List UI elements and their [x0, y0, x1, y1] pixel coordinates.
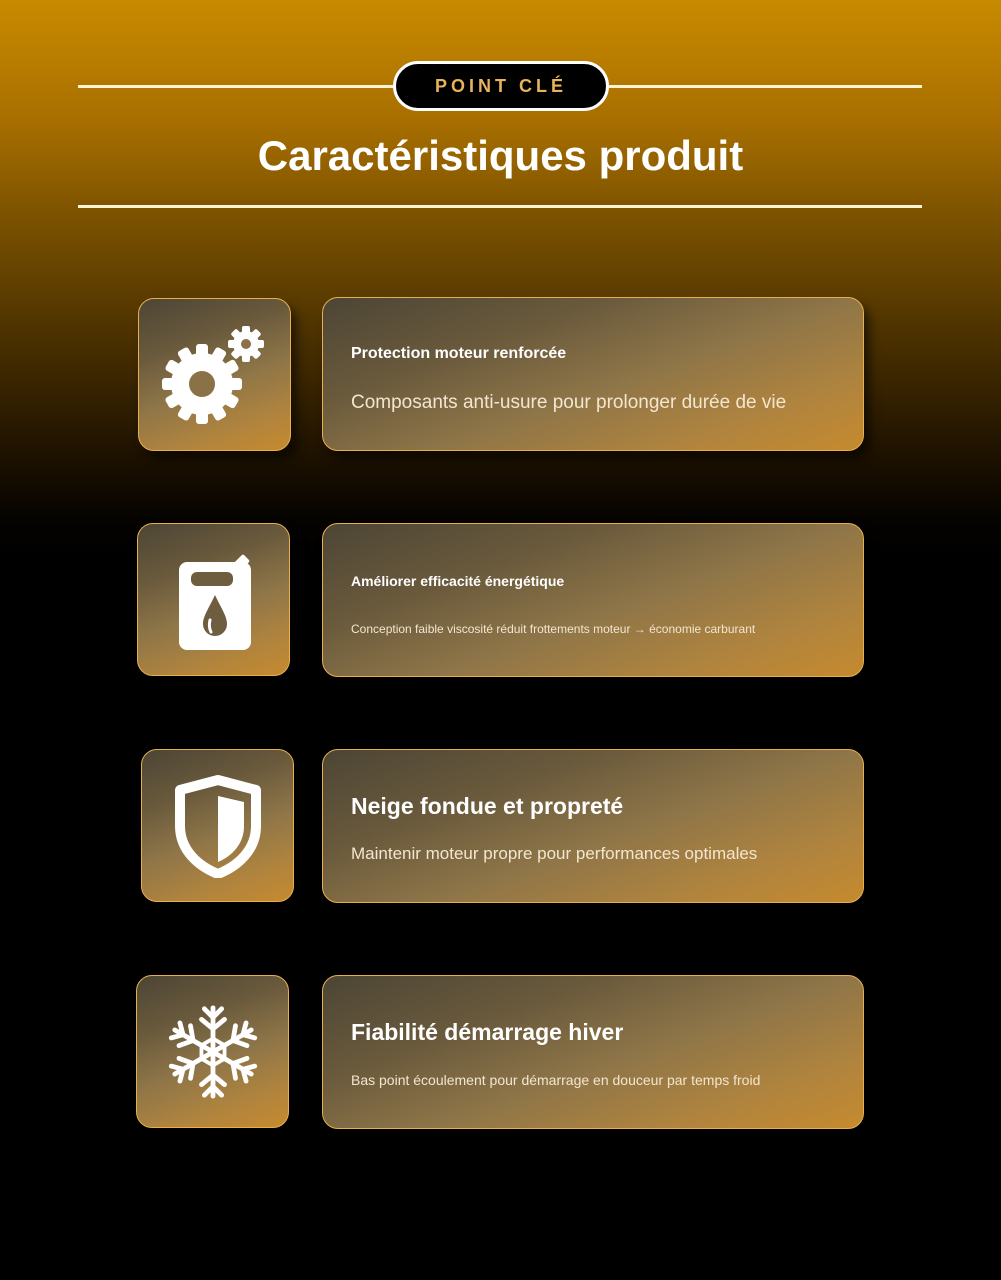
- feature-title: Protection moteur renforcée: [351, 345, 567, 362]
- feature-description: Composants anti-usure pour prolonger durée de vie: [351, 392, 787, 413]
- feature-title: Neige fondue et propreté: [351, 793, 624, 819]
- feature-icon-box-1: [138, 298, 291, 451]
- snowflake-icon: [165, 1002, 261, 1102]
- feature-icon-box-4: [136, 975, 289, 1128]
- gears-icon: [160, 320, 270, 430]
- feature-card-2: [322, 523, 864, 677]
- page-title: Caractéristiques produit: [257, 132, 744, 179]
- feature-icon-box-2: [137, 523, 290, 676]
- badge-label: POINT CLÉ: [434, 75, 567, 96]
- feature-description: Bas point écoulement pour démarrage en douceur par temps froid: [351, 1072, 761, 1088]
- feature-description: Maintenir moteur propre pour performances optimales: [351, 844, 758, 863]
- fuel-can-icon: [169, 550, 259, 650]
- feature-icon-box-3: [141, 749, 294, 902]
- feature-description: Conception faible viscosité réduit frottements moteur → économie carburant: [351, 622, 756, 636]
- feature-card-3: [322, 749, 864, 903]
- key-point-badge: [393, 61, 609, 111]
- feature-card-1: [322, 297, 864, 451]
- shield-icon: [172, 774, 264, 878]
- feature-card-4: [322, 975, 864, 1129]
- feature-title: Fiabilité démarrage hiver: [351, 1019, 624, 1045]
- feature-title: Améliorer efficacité énergétique: [351, 573, 565, 589]
- header-divider-bottom: [78, 205, 922, 208]
